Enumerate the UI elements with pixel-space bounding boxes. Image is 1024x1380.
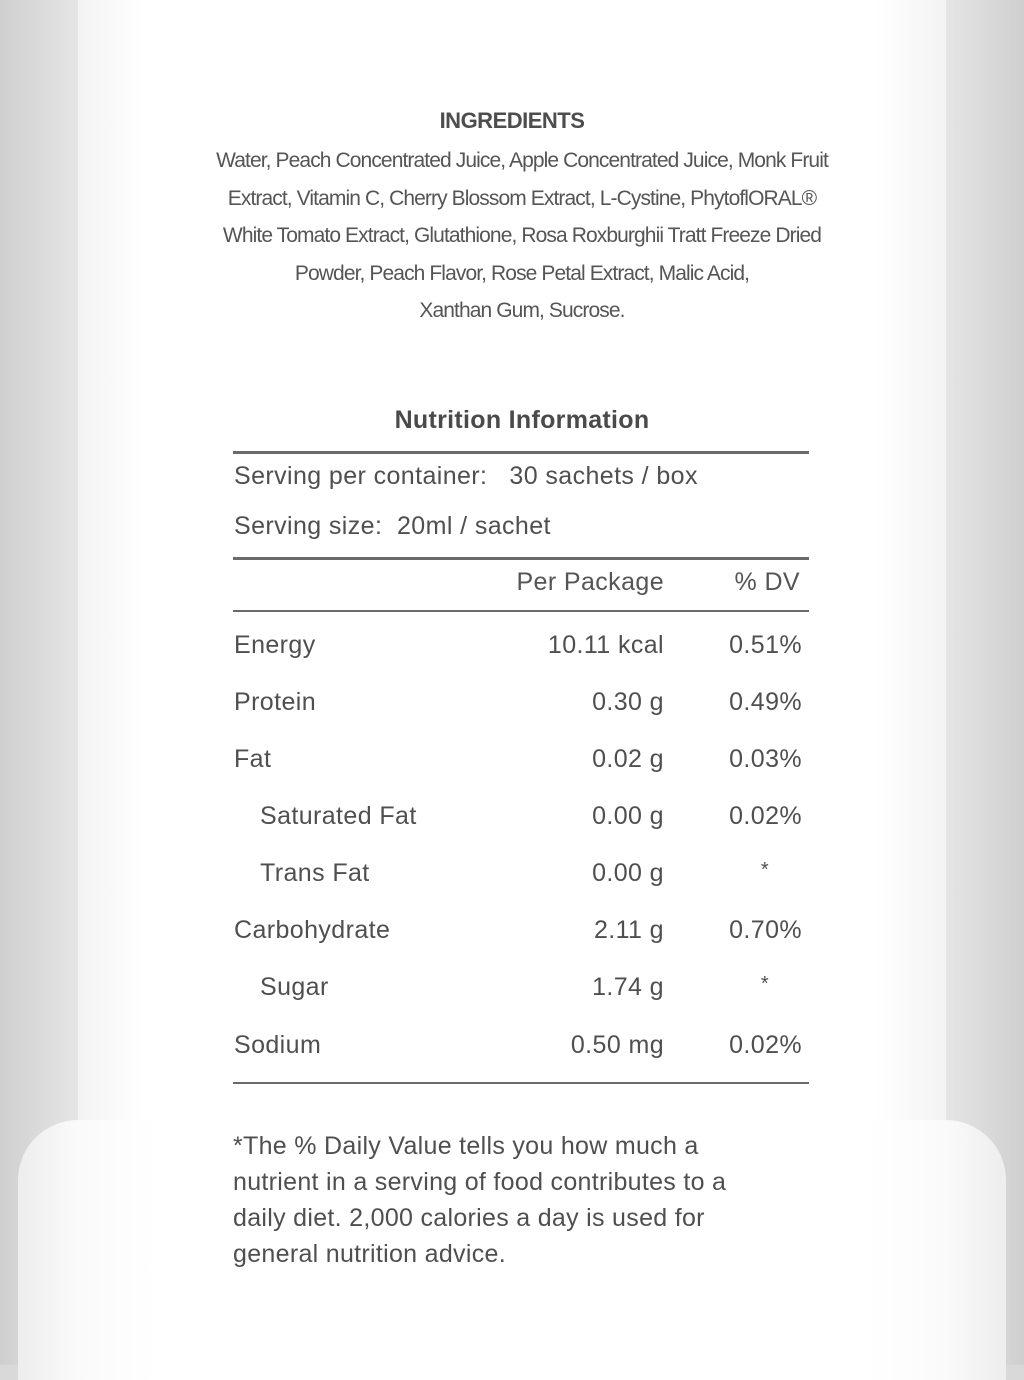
column-header-dv: % DV <box>734 568 800 596</box>
footnote-line: *The % Daily Value tells you how much a <box>233 1132 699 1160</box>
table-row <box>0 802 1024 842</box>
ingredients-line: White Tomato Extract, Glutathione, Rosa Roxburghii Tratt Freeze Dried <box>222 224 822 247</box>
nutrient-amount: 2.11 g <box>593 916 664 944</box>
nutrient-name: Trans Fat <box>260 859 370 887</box>
ingredients-line: Extract, Vitamin C, Cherry Blossom Extract, L-Cystine, PhytoflORAL® <box>227 186 817 210</box>
ingredients-list <box>182 142 862 330</box>
nutrient-amount: 0.02 g <box>592 745 664 773</box>
nutrient-name: Fat <box>234 745 272 773</box>
nutrient-amount: 0.00 g <box>592 859 664 887</box>
table-row <box>0 745 1024 785</box>
ingredients-line: Water, Peach Concentrated Juice, Apple Concentrated Juice, Monk Fruit <box>216 149 828 172</box>
table-row <box>0 688 1024 728</box>
nutrient-dv: 0.51% <box>729 631 802 659</box>
table-row <box>0 973 1024 1013</box>
table-bottom-rule <box>233 1082 809 1084</box>
nutrient-name: Saturated Fat <box>260 802 417 830</box>
ingredients-line: Powder, Peach Flavor, Rose Petal Extract, Malic Acid, <box>294 261 750 285</box>
nutrient-name: Sugar <box>260 973 329 1001</box>
footnote-line: general nutrition advice. <box>233 1240 506 1268</box>
nutrient-name: Protein <box>234 688 317 716</box>
nutrient-amount: 0.30 g <box>592 688 664 716</box>
nutrient-amount: 0.50 mg <box>570 1031 664 1059</box>
nutrient-amount: 10.11 kcal <box>547 631 664 659</box>
nutrient-dv: 0.02% <box>729 1031 802 1059</box>
table-row <box>0 1031 1024 1071</box>
ingredients-title: INGREDIENTS <box>439 108 585 133</box>
nutrient-dv: 0.02% <box>729 802 802 830</box>
header-rule <box>233 610 809 612</box>
footnote-line: nutrient in a serving of food contributes to a <box>233 1168 727 1196</box>
nutrient-name: Carbohydrate <box>234 916 391 944</box>
daily-value-footnote <box>233 1128 813 1272</box>
nutrient-name: Energy <box>234 631 316 659</box>
serving-size: Serving size: 20ml / sachet <box>234 512 551 540</box>
nutrient-amount: 0.00 g <box>592 802 664 830</box>
table-row <box>0 859 1024 899</box>
table-row <box>0 916 1024 956</box>
nutrient-dv: 0.70% <box>729 916 802 944</box>
nutrition-top-rule <box>233 451 809 454</box>
table-row <box>0 631 1024 671</box>
serving-per-container: Serving per container: 30 sachets / box <box>234 462 698 490</box>
ingredients-line: Xanthan Gum, Sucrose. <box>419 299 625 322</box>
nutrition-title: Nutrition Information <box>394 406 650 434</box>
column-header-per-package: Per Package <box>516 568 664 596</box>
footnote-line: daily diet. 2,000 calories a day is used for <box>233 1204 705 1232</box>
nutrient-name: Sodium <box>234 1031 322 1059</box>
nutrient-dv: 0.49% <box>729 688 802 716</box>
nutrient-dv: * <box>760 973 769 995</box>
serving-rule <box>233 557 809 560</box>
nutrient-dv: * <box>760 859 769 881</box>
nutrient-amount: 1.74 g <box>592 973 664 1001</box>
nutrient-dv: 0.03% <box>729 745 802 773</box>
